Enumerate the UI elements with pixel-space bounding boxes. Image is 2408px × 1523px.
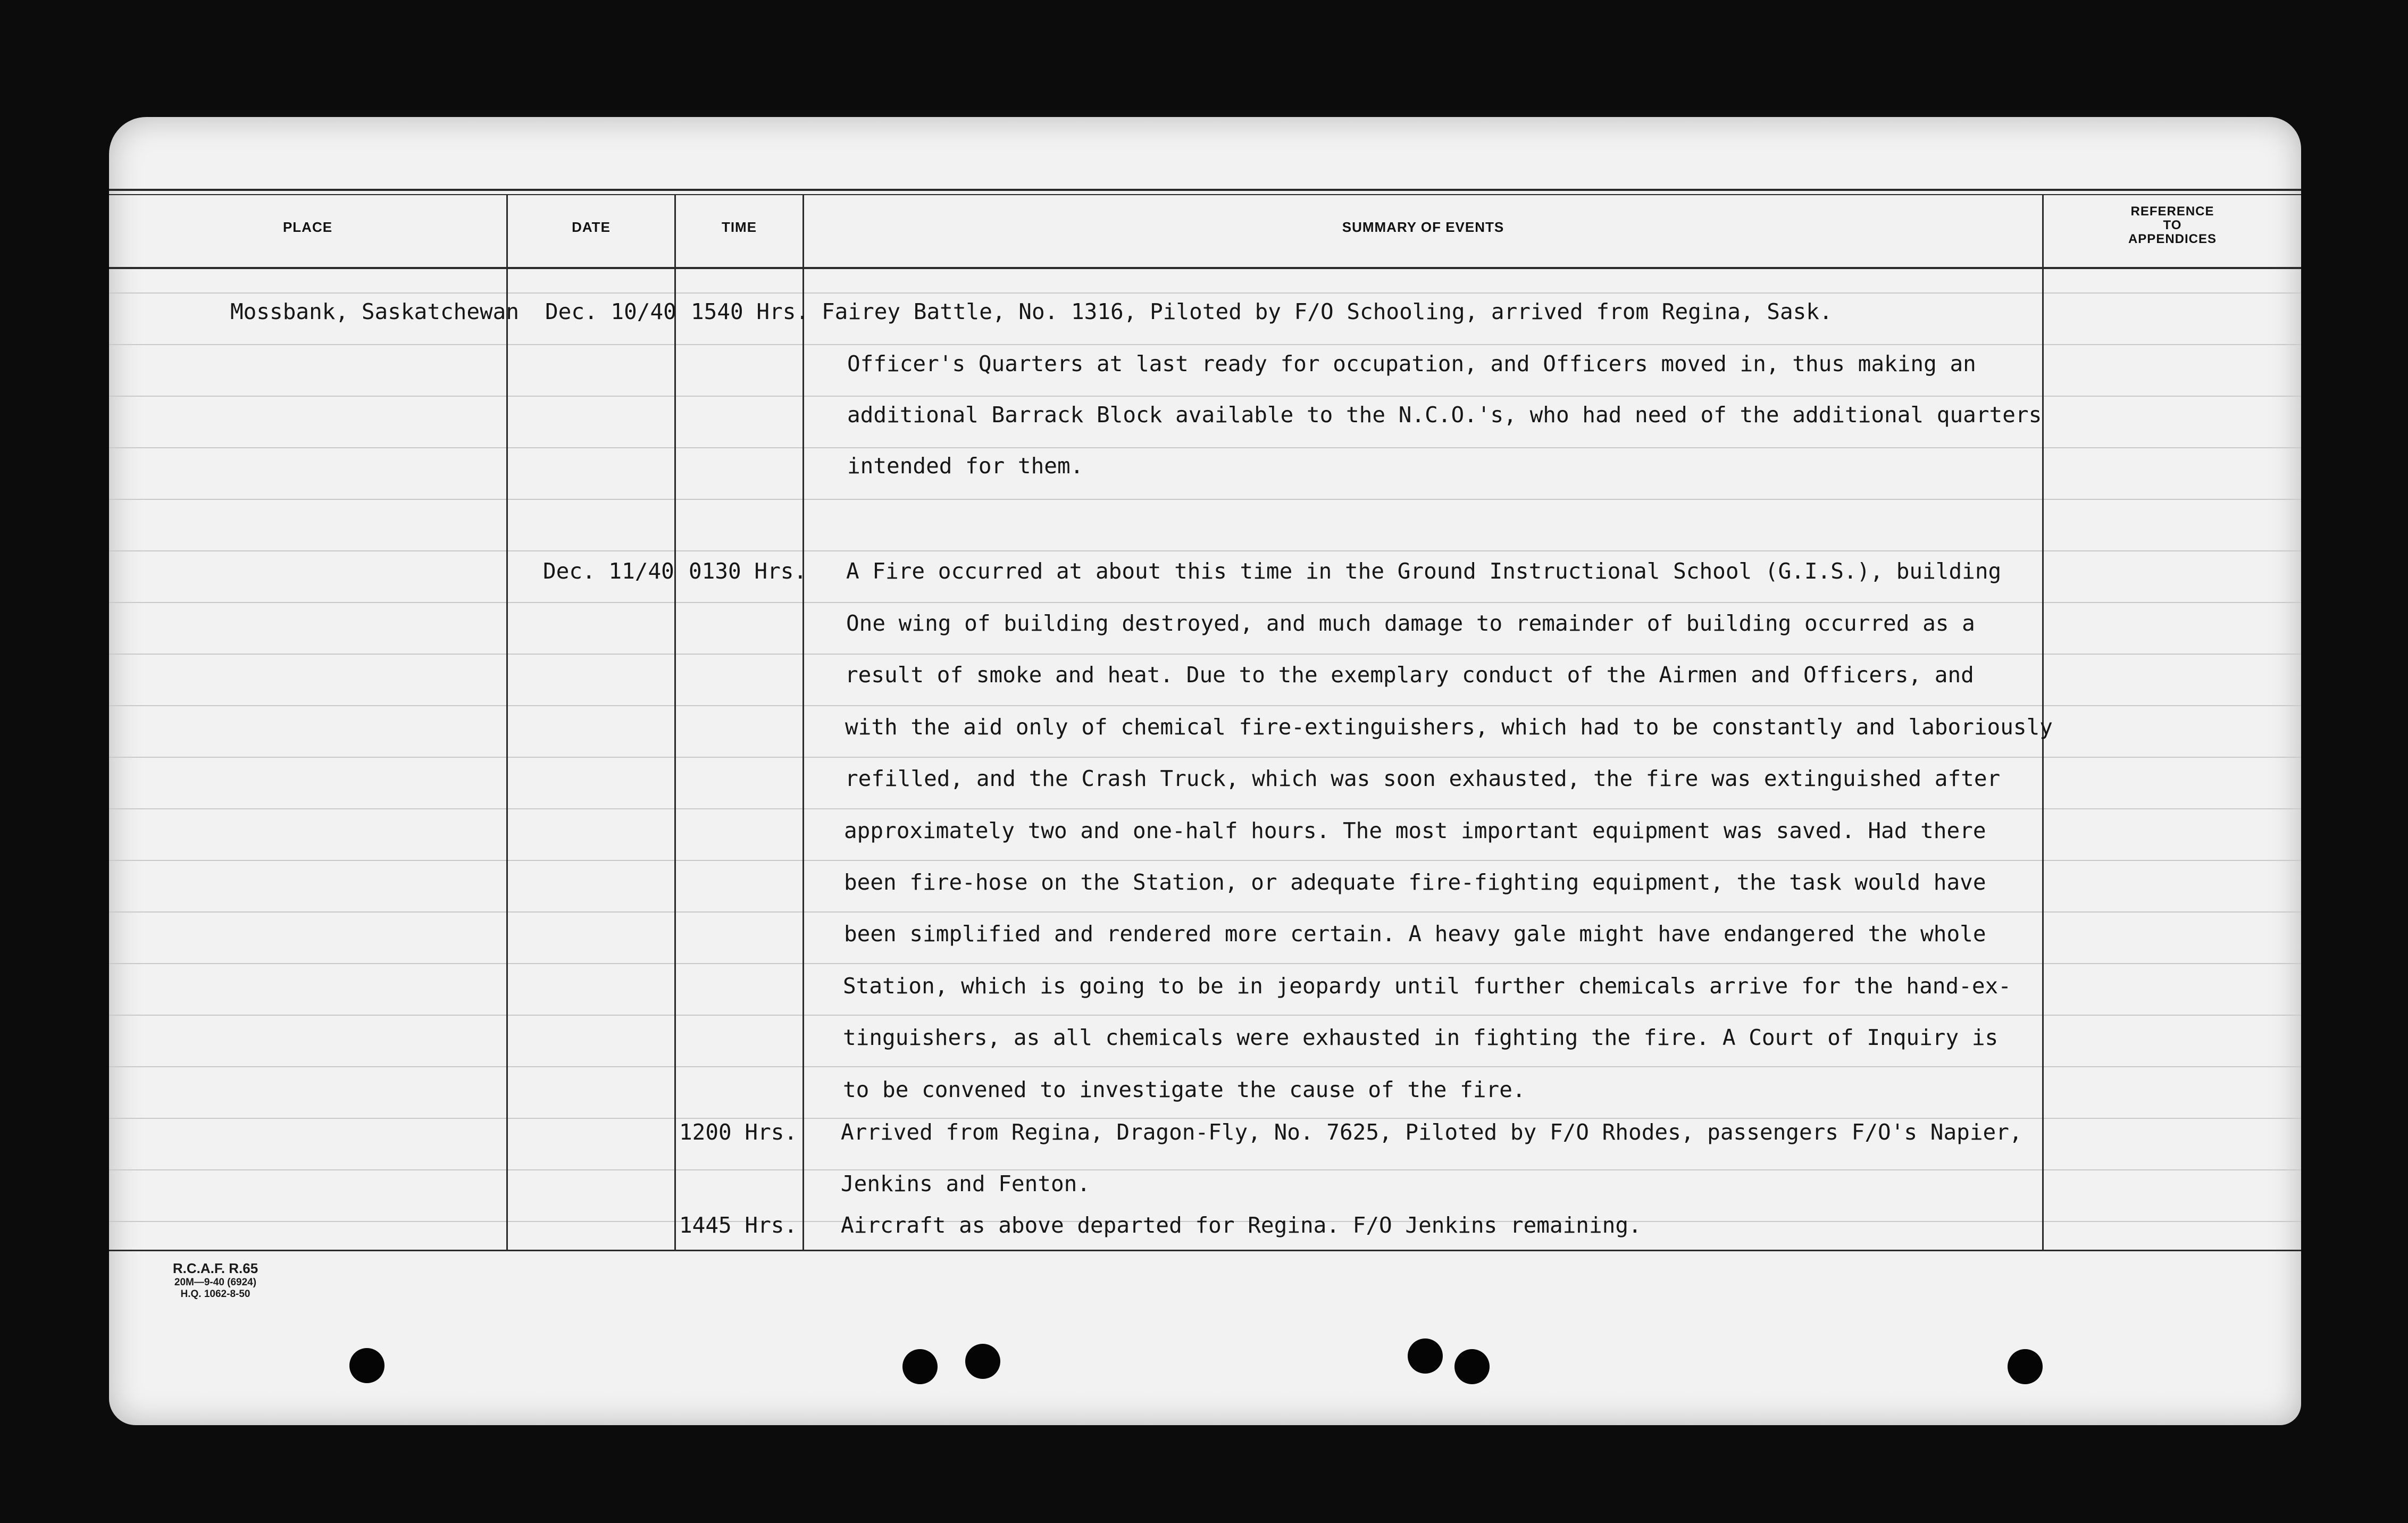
ruled-line — [109, 396, 2301, 397]
ruled-line — [109, 1066, 2301, 1067]
ruled-line — [109, 1015, 2301, 1016]
punch-hole — [349, 1348, 384, 1383]
form-id-line-2: 20M—9-40 (6924) — [174, 1277, 257, 1288]
col-divider-time — [802, 194, 804, 1250]
header-place: PLACE — [282, 219, 333, 235]
punch-hole — [1454, 1349, 1490, 1384]
ruled-line — [109, 1169, 2301, 1170]
ruled-line — [109, 757, 2301, 758]
punch-hole — [902, 1349, 938, 1384]
footer-rule — [109, 1250, 2301, 1251]
form-id-line-1: R.C.A.F. R.65 — [172, 1260, 258, 1276]
ruled-line — [109, 499, 2301, 500]
header-summary: SUMMARY OF EVENTS — [1342, 219, 1504, 235]
entry-line: refilled, and the Crash Truck, which was soon exhausted, the fire was extinguished after — [845, 766, 2001, 791]
entry-line: result of smoke and heat. Due to the exemplary conduct of the Airmen and Officers, and — [845, 662, 1974, 688]
ruled-line — [109, 808, 2301, 809]
ruled-line — [109, 654, 2301, 655]
entry-time: 0130 Hrs. — [689, 558, 807, 584]
entry-line: Aircraft as above departed for Regina. F/O Jenkins remaining. — [841, 1212, 1642, 1238]
ruled-line — [109, 1118, 2301, 1119]
entry-line: A Fire occurred at about this time in the Ground Instructional School (G.I.S.), building — [846, 558, 2002, 584]
entry-time: 1445 Hrs. — [679, 1212, 798, 1238]
header-reference-line-3: APPENDICES — [2128, 232, 2217, 246]
header-reference-line-1: REFERENCE — [2130, 204, 2214, 219]
col-divider-date — [674, 194, 676, 1250]
entry-date: Dec. 10/40 — [545, 299, 676, 324]
entry-line: Station, which is going to be in jeopardy until further chemicals arrive for the hand-ex- — [843, 973, 2011, 999]
ruled-line — [109, 705, 2301, 706]
header-reference — [2044, 205, 2301, 246]
entry-line: One wing of building destroyed, and much damage to remainder of building occurred as a — [846, 610, 1975, 636]
ruled-line — [109, 447, 2301, 448]
entry-line: to be convened to investigate the cause of the fire. — [843, 1077, 1526, 1102]
entry-line: Jenkins and Fenton. — [841, 1171, 1090, 1196]
entry-line: approximately two and one-half hours. The most important equipment was saved. Had there — [844, 818, 1986, 843]
entry-line: additional Barrack Block available to the N.C.O.'s, who had need of the additional quarters — [847, 402, 2042, 428]
header-date: DATE — [572, 219, 611, 235]
header-top-rule — [109, 189, 2301, 191]
form-id — [152, 1260, 279, 1300]
entry-line: with the aid only of chemical fire-extinguishers, which had to be constantly and laboriously — [845, 714, 2053, 740]
col-divider-place — [506, 194, 508, 1250]
punch-hole — [1408, 1338, 1443, 1374]
entry-place: Mossbank, Saskatchewan — [230, 299, 520, 324]
entry-line: been fire-hose on the Station, or adequate fire-fighting equipment, the task would have — [844, 869, 1986, 895]
punch-hole — [965, 1344, 1000, 1379]
entry-line: been simplified and rendered more certain. A heavy gale might have endangered the whole — [844, 921, 1986, 947]
ruled-line — [109, 911, 2301, 913]
ruled-line — [109, 550, 2301, 551]
entry-line: Officer's Quarters at last ready for occupation, and Officers moved in, thus making an — [847, 351, 1976, 376]
entry-time: 1200 Hrs. — [679, 1119, 798, 1145]
punch-hole — [2008, 1349, 2043, 1384]
entry-time: 1540 Hrs. — [691, 299, 809, 324]
form-id-line-3: H.Q. 1062-8-50 — [180, 1288, 250, 1300]
entry-line: intended for them. — [847, 453, 1084, 479]
entry-line: Fairey Battle, No. 1316, Piloted by F/O Schooling, arrived from Regina, Sask. — [822, 299, 1833, 324]
header-top-rule-2 — [109, 194, 2301, 195]
ruled-line — [109, 292, 2301, 294]
form-card — [109, 117, 2301, 1425]
header-bottom-rule — [109, 267, 2301, 269]
ruled-line — [109, 860, 2301, 861]
header-time: TIME — [721, 219, 757, 235]
entry-line: Arrived from Regina, Dragon-Fly, No. 7625, Piloted by F/O Rhodes, passengers F/O's Napier, — [841, 1119, 2022, 1145]
ruled-line — [109, 963, 2301, 964]
ruled-line — [109, 344, 2301, 345]
entry-line: tinguishers, as all chemicals were exhausted in fighting the fire. A Court of Inquiry is — [843, 1025, 1999, 1050]
entry-date: Dec. 11/40 — [543, 558, 674, 584]
ruled-line — [109, 602, 2301, 603]
header-reference-line-2: TO — [2163, 218, 2182, 232]
